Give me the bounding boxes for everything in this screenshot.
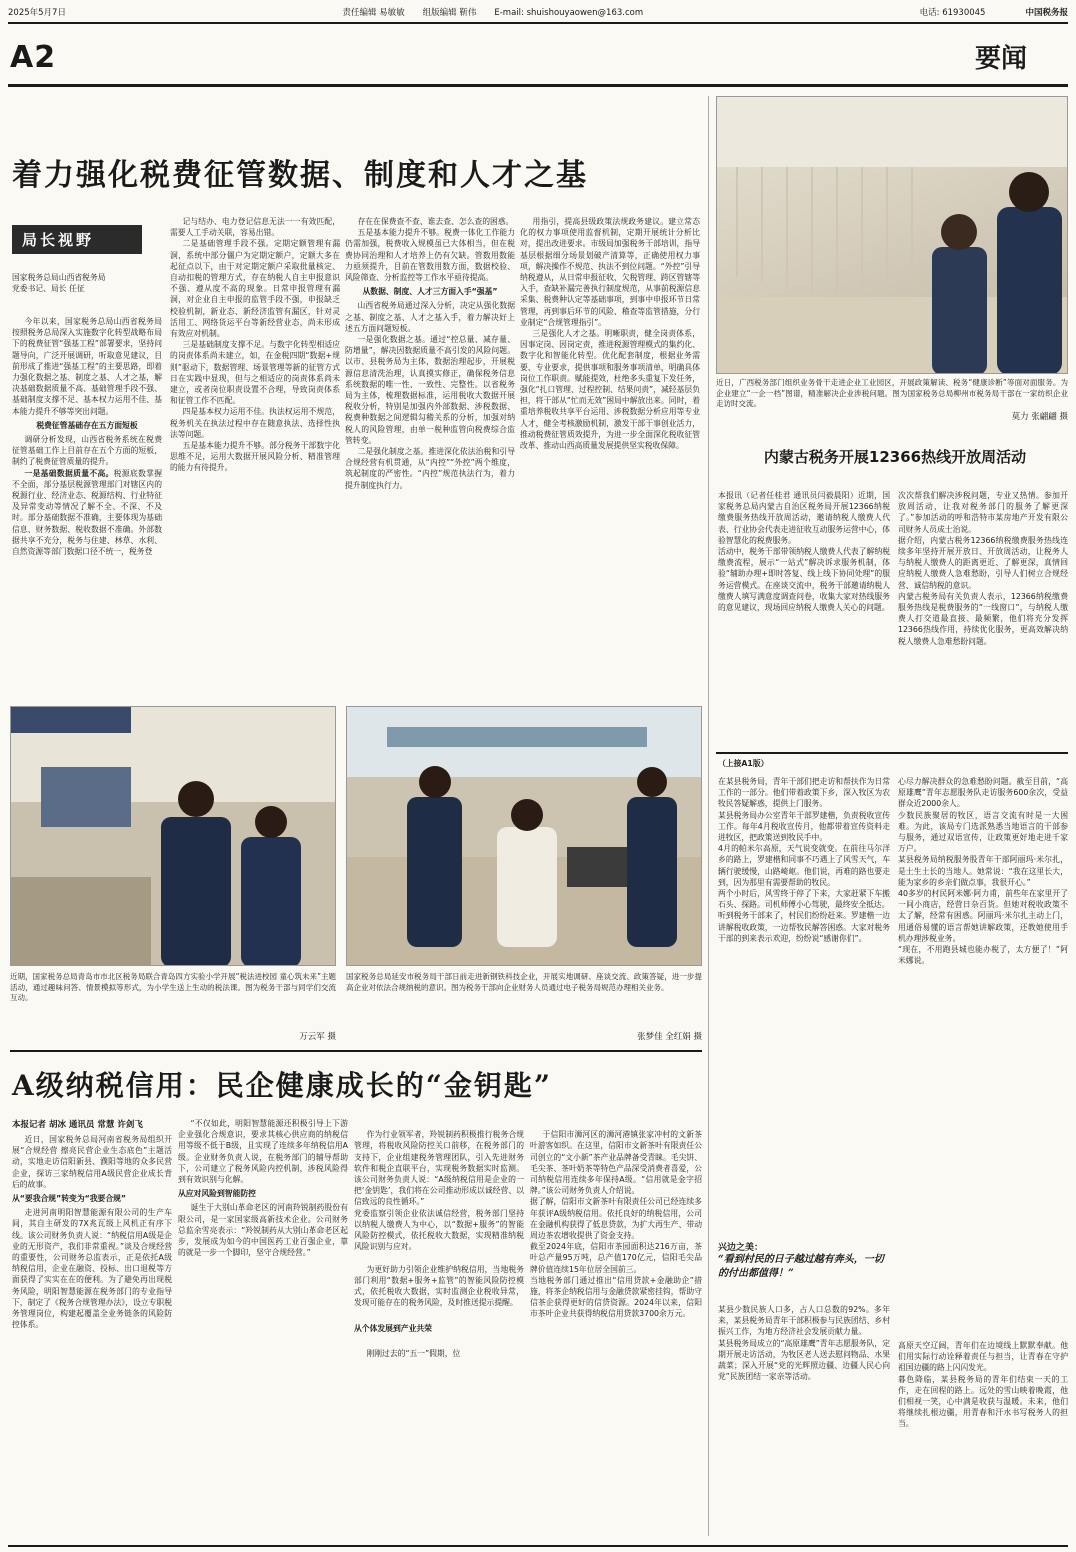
continued-label: （上接A1版） (718, 759, 769, 768)
page-number: A2 (10, 40, 57, 75)
main-col2-para: 三是基础制度支撑不足。与数字化转型相适应的岗责体系尚未建立，如，在金税四期“数据+规则”驱动下，数据管理、场景管理等新的征管方式日在实践中显现，但与之相适应的岗责体系尚未建立，或者岗位职责设置不合理，导致岗责体系和征管工作不匹配。 (170, 340, 340, 406)
second-col-1 (12, 1134, 172, 1542)
main-col-2 (170, 216, 340, 676)
author-org: 国家税务总局山西省税务局 (12, 273, 106, 282)
main-col1b-para: 调研分析发现，山西省税务系统在税费征管基础工作上目前存在五个方面的短板，制约了税费征管质量的提升。 (12, 435, 162, 467)
second-col1b-para: 走进河南明阳智慧能源有限公司的生产车间，其自主研发的7X兆瓦级上风机正有序下线。该公司财务负责人说：“纳税信用A级是企业的无形资产，我们非常重视。”谈及合规经营的重要性，公司财务总监表示，正是依托A级纳税信用，企业在融资、投标、出口退税等方面获得了实实在在的便利。为了避免再出现税务风险，明阳智慧能源在税务部门的专业指导下，制定了《税务合规管理办法》，设立专职税务管理岗位，构建起覆盖全业务链条的风险防控体系。 (12, 1208, 172, 1330)
photo-right-credit: 张梦佳 全红娟 摄 (637, 1032, 702, 1042)
masthead-layout: 组版编辑 靳伟 (422, 8, 477, 18)
second-col-4 (530, 1118, 702, 1542)
section-title: 要闻 (975, 44, 1028, 74)
masthead-date: 2025年5月7日 (8, 8, 66, 18)
right-lower-col-c: 某县少数民族人口多，占人口总数的92%。多年来，某县税务局青年干部积极参与民族团结、乡村振兴工作，为地方经济社会发展贡献力量。 某县税务局成立的“高原雄鹰”青年志愿服务队，定期开展走访活动，为牧区老人送去慰问物品、水果蔬菜；深入开展“党的光辉照边疆、边疆人民心向党”民族团结一家亲等活动。 (718, 1305, 890, 1382)
photo-right-caption: 国家税务总局延安市税务局干部日前走进新钢铁科技企业，开展实地调研、座谈交流、政策答疑，进一步提高企业对依法合规纳税的意识。图为税务干部向企业财务人员通过电子税务局规范办理相关业务。 (346, 972, 702, 992)
masthead-editor: 责任编辑 易敏敏 (342, 8, 405, 18)
main-col2-para: 记与结办、电力登记信息无法一一有效匹配，需要人工手动关联，容易出错。 (170, 217, 340, 238)
factory-photo-illustration (717, 97, 1068, 374)
bottom-rule (8, 1545, 1068, 1547)
mid-rule (10, 1050, 702, 1052)
office-photo-illustration (347, 707, 702, 966)
main-col3-para: 二是强化制度之基。推进深化依法治税和引导合规经营有机贯通，从“内控”“外控”两个维度，筑起制度的严密性。“内控”规范执法行为，着力提升制度执行力。 (345, 447, 515, 490)
main-col2-para: 二是基础管理手段不强。定期定额管理有漏洞，系统中部分僵户为定期定额户，定额大多在起征点以下，由于对定期定额户采取批量核定、自动扣税的管理方式，存在纳税人自主申报意识不强、遵从度不高的现象。日常申报管理有漏洞，对企业自主申报的监管手段不强，申报缺乏校验机制，新业态、新经济监管有漏区，针对灵活用工、网络货运平台等新经营业态，尚未形成有效应对机制。 (170, 239, 340, 339)
main-headline: 着力强化税费征管数据、制度和人才之基 (12, 158, 588, 193)
right-photo-caption: 近日，广西税务部门组织业务骨干走进企业工业园区，开展政策解读、税务“健康诊断”等面对面服务。为企业建立“一企一档”图谱，精准解决企业涉税问题。图为国家税务总局柳州市税务局干部在一家纺织企业走访时交流。 (716, 378, 1068, 408)
second-col3-para: 作为行业领军者，羚锐制药积极推行税务合规管理，将税收风险防控关口前移，在税务部门的支持下，企业组建税务管理团队，引入先进财务软件和税企直联平台，实现税务数据实时监测。该公司财务负责人说：“A级纳税信用是企业的一把‘金钥匙’，我们将在公司推动形成以诚经营、以信致远的良性循环。” 党委监察引领企业依法诚信经营，税务部门坚持以纳税人缴费人为中心，以“数据+服务”的智能风险防控模式，依托税收大数据，实现精准纳税风险识别与应对。 (354, 1130, 524, 1252)
second-col1-para: 近日，国家税务总局河南省税务局组织开展“合规经营 擦亮民营企业生态底色”主题活动，实地走访信阳新县、濮阳等地的众多民营企业，探访三家纳税信用A级民营企业成长背后的故事。 (12, 1135, 172, 1189)
second-col-3 (354, 1118, 524, 1542)
right-lower-col-a: 在某县税务局，青年干部们把走访和帮扶作为日常工作的一部分。他们带着政策下乡，深入牧区为农牧民答疑解惑，提供上门服务。 某县税务局办公室青年干部罗建楷，负责税收宣传工作。每年4月税收宣传月，他都带着宣传资料走进牧区，把政策送到牧民手中。 4月的帕米尔高原，天气说变就变。在前往马尔洋乡的路上，罗建楷和同事不巧遇上了风雪天气，车辆行驶缓慢，山路崎岖。他们说，再难的路也要走到，因为那里有需要帮助的牧民。 两个小时后，风雪终于停了下来，大家赶紧下车搬石头、探路。司机师傅小心驾驶，最终安全抵达。 听到税务干部来了，村民们纷纷赶来。罗建楷一边讲解税收政策，一边帮牧民解答困惑。大家对税务干部的到来表示欢迎，纷纷说“感谢你们”。 (718, 777, 890, 943)
im-col-b: 次次帮我们解决涉税问题，专业又热情。参加开放周活动，让我对税务部门的服务了解更深了。”参加活动的呼和浩特市某房地产开发有限公司财务人员成士治说。 据介绍，内蒙古税务12366纳税缴费服务热线连续多年坚持开展开放日、开放周活动，让税务人与纳税人缴费人的距离更近、了解更深，真情回应纳税人缴费人急难愁盼，引导人们树立合规经营、诚信纳税的意识。 内蒙古税务局有关负责人表示，12366纳税缴费服务热线是税费服务的“一线窗口”，与纳税人缴费人打交道最直接、最频繁，他们将充分发挥12366热线作用，持续优化服务，更高效解决纳税人缴费人急难愁盼问题。 (898, 491, 1068, 646)
second-col3c-para: 刚刚过去的“五一”假期，位 (366, 1349, 461, 1359)
classroom-photo-illustration (11, 707, 336, 966)
second-byline: 本报记者 胡冰 通讯员 常慧 许剑飞 (12, 1120, 143, 1130)
photo-left-credit: 万云军 摄 (299, 1032, 336, 1042)
second-headline: A级纳税信用：民企健康成长的“金钥匙” (12, 1069, 552, 1102)
main-subhead-2: 一是基础数据质量不高。 (24, 468, 114, 478)
main-col3-para: 一是强化数据之基。通过“控总量、减存量、防增量”，解决因数据质量不高引发的风险问题。以市、县税务局为主体，数据治理起步，开展税源信息清洗治理，认真摸实修正，确保税务信息系统数据的唯一性、一致性、完整性。以省税务局为主体，梳理数据标准，运用税收大数据开展税收分析，特别是加强内外部数据、涉税数据、税费种数据之间逻辑勾稽关系的分析，加强对纳税人的风险管理，由单一税种监管向税费综合监管转变。 (345, 335, 515, 445)
second-col-2 (178, 1118, 348, 1542)
main-col4-para: 用指引，提高县级政策法规政务建议。建立常态化的权力事项使用监督机制，定期开展统计分析比对，提出改进要求。市级局加强税务干部培训，指导基层根据细分场景划破产清算等，正确使用权力事项，解决操作不规范、执法不到位问题。“外控”引导纳税遵从，从日常申报征收、欠税管理、跨区管辖等入手，查缺补漏完善执行制度规范，从事前税源信息采集、税费种认定等基础事项，到事中申报环节日常管理，再到事后环节的风险、稽查等监管措施，分行业制定“合规管理指引”。 (520, 217, 700, 327)
photo-right (346, 706, 702, 966)
im-col-a: 本报讯（记者任桂君 通讯员闫毅晨阳）近期，国家税务总局内蒙古自治区税务局开展12366纳税缴费服务热线开放周活动，邀请纳税人缴费人代表、行业协会代表走进征收互动服务运营中心，体验智慧化的税费服务。 活动中，税务干部带领纳税人缴费人代表了解纳税缴费流程，展示“一站式”解决诉求服务机制，体验“辅助办理+即时答复、线上线下协同处理”的服务运营模式。在座谈交流中，税务干部邀请纳税人缴费人填写满意度调查问卷，收集大家对热线服务的意见建议，现场回应纳税人缴费人关心的问题。 (718, 491, 890, 613)
main-subhead-3: 从数据、制度、人才三方面入手“强基” (362, 287, 498, 297)
main-col1-para: 今年以来，国家税务总局山西省税务局按照税务总局深入实施数字化转型战略布局下的税费征管“强基工程”部署要求，坚持问题导向，广泛开展调研，听取意见建议，目前形成了推进“强基工程”的主要思路，即着力强化数据之基、制度之基、人才之基，解决基础数据质量不高、基础管理手段不强、基础制度支撑不足、基本权力运用不佳、基本能力提升不够等突出问题。 (12, 317, 162, 416)
author-block (12, 272, 147, 294)
column-tag: 局长视野 (12, 225, 142, 254)
im-rule (716, 752, 1068, 754)
main-col4-para: 三是强化人才之基。明晰职责，健全岗责体系，因事定岗、因岗定责，推进税源管理模式的集约化、数字化和智能化转型。优化配套制度，根据业务需要、专业要求，提供事项和服务事项清单，明确具体岗位工作职责。赋能提效，杜绝多头重复下发任务，强化“扎口管理、过程控制、结果问责”，减轻基层负担，将干部从“忙而无效”困局中解放出来。同时，着重培养税收共享平台运用、涉税数据分析应用等专业人才，健全考核激励机制，激发干部干事创业活力，推动税费征管质效提升，为进一步全面深化税收征管改革、推动山西高质量发展提供坚实税收保障。 (520, 329, 700, 451)
im-headline: 内蒙古税务开展12366热线开放周活动 (763, 448, 1027, 466)
top-rule (8, 22, 1068, 24)
highlight-title: 兴边之美： (718, 1243, 764, 1253)
right-photo (716, 96, 1068, 374)
masthead-email: E-mail: shuishouyaowen@163.com (494, 8, 644, 18)
column-divider (708, 96, 709, 1536)
header-rule (8, 84, 1068, 87)
right-photo-credit: 莫力 张翩翩 摄 (1011, 412, 1068, 422)
main-col-1 (12, 316, 162, 676)
second-col4-para: 于信阳市浉河区的浉河港镇张家冲村的文新茶叶游客如织。在这里，信阳市文新茶叶有限责任公司创立的“文小新”茶产业品牌备受青睐。毛尖饼、毛尖茶、茶叶奶茶等特色产品深受消费者喜爱，公司纳税信用连续多年保持A级。“信用就是金字招牌。”该公司财务负责人介绍说。 据了解，信阳市文新茶叶有限责任公司已经连续多年获评A级纳税信用。依托良好的纳税信用，公司在金融机构获得了低息贷款，为扩大再生产、带动周边茶农增收提供了资金支持。 截至2024年底，信阳市茶园面积达216万亩，茶叶总产量95万吨，总产值170亿元，信阳毛尖品牌价值连续15年位居全国前三。 当地税务部门通过推出“信用贷款+金融助企”措施，将茶企纳税信用与金融贷款紧密挂钩，帮助守信茶企获得更好的信贷资源。2024年以来，信阳市茶叶企业共获得纳税信用贷款3700余万元。 (530, 1130, 702, 1319)
masthead (8, 6, 1068, 20)
second-subhead-3: 从个体发展到产业共荣 (354, 1323, 432, 1333)
main-col-3 (345, 216, 515, 676)
second-col2-para: “不仅如此，明阳智慧能源还积极引导上下游企业强化合规意识，要求其核心供应商的纳税信用等级不低于B级，且实现了连续多年纳税信用A级。企业财务负责人说，在税务部门的辅导帮助下，公司建立了税务风险内控机制，涉税风险得到有效识别与化解。 (178, 1119, 348, 1185)
second-col2b-para: 诞生于大别山革命老区的河南羚锐制药股份有限公司，是一家国家级高新技术企业。公司财务总监余雪亮表示：“羚锐制药从大别山革命老区起步，发展成为如今的中国医药工业百强企业，靠的就是一步一个脚印，坚守合规经营。” (178, 1203, 348, 1258)
photo-left (10, 706, 336, 966)
main-subhead-1: 税费征管基础存在五方面短板 (36, 420, 138, 430)
photo-left-caption: 近期，国家税务总局青岛市市北区税务局联合青岛四方实验小学开展“税法进校园 童心筑未来”主题活动，通过趣味问答、情景模拟等形式，为小学生送上生动的税法课。图为税务干部与同学们交流互动。 (10, 972, 336, 1002)
right-lower-col-b: 心尽力解决群众的急难愁盼问题。截至目前，“高原雄鹰”青年志愿服务队走访服务600余次，受益群众近2000余人。 少数民族聚居的牧区，语言交流有时是一大困难。为此，该局专门选派熟悉当地语言的干部参与服务，通过双语宣传，让政策更好地走进千家万户。 某县税务局纳税服务股青年干部阿丽玛·米尔扎，是土生土长的当地人。她常说：“我在这里长大，能为家乡的乡亲们做点事，我很开心。” 40多岁的村民阿米娜·阿力甫，前些年在家里开了一间小商店，经营日杂百货。但她对税收政策不太了解，经常有困惑。阿丽玛·米尔扎主动上门，用通俗易懂的语言帮她讲解政策，还教她使用手机办理涉税业务。 “现在，不用跑县城也能办税了，太方便了！”阿米娜说。 (898, 777, 1068, 966)
main-col3-para: 山西省税务局通过深入分析，决定从强化数据之基、制度之基、人才之基入手，着力解决好上述五方面问题短板。 (345, 301, 515, 333)
main-col3-para: 存在在保费查不查、谁去查、怎么查的困惑。 (357, 217, 514, 226)
main-col2-para: 五是基本能力提升不够。部分税务干部数字化思维不足，运用大数据开展风险分析、精准管理的能力有待提升。 (170, 441, 340, 473)
highlight-quote: “看到村民的日子越过越有奔头，一切的付出都值得！” (718, 1254, 884, 1279)
author-title: 党委书记、局长 任征 (12, 284, 85, 294)
masthead-paper: 中国税务报 (1025, 8, 1068, 18)
second-subhead-1: 从“要我合规”转变为“我要合规” (12, 1194, 127, 1204)
main-col1c-para: 税源底数掌握不全面，部分基层税源管理部门对辖区内的税源行业、经济业态、税源结构、行业特征及异常变动等情况了解不全、不深、不及时。部分基础数据不准确，主要体现为基础信息、财务数据、税收数据不准确。外部数据共享不充分，税务与住建、林草、水利、自然资源等部门数据口径不统一，税务登 (12, 468, 162, 557)
second-col3b-para: 为更好助力引领企业维护纳税信用，当地税务部门利用“数据+服务+监管”的智能风险防控模式，依托税收大数据，实时监测企业税收异常，发现可能存在的税务风险，及时推送提示提醒。 (354, 1264, 524, 1308)
right-lower-col-d: 高原天空辽阔，青年们在边境线上默默奉献。他们用实际行动诠释着责任与担当，让青春在守护祖国边疆的路上闪闪发光。 暮色降临，某县税务局的青年们结束一天的工作，走在回程的路上。远处的雪山映着晚霞，他们相视一笑，心中满是收获与温暖。未来，他们将继续扎根边疆，用青春和汗水书写税务人的担当。 (898, 1341, 1068, 1429)
masthead-phone: 电话: 61930045 (919, 8, 986, 18)
second-subhead-2: 从应对风险到智能防控 (178, 1189, 256, 1199)
main-col-4 (520, 216, 700, 676)
highlight-box (718, 1240, 890, 1300)
main-col2-para: 四是基本权力运用不佳。执法权运用不规范，税务机关在执法过程中存在随意执法、选择性执法等问题。 (170, 407, 340, 439)
main-col3-para: 五是基本能力提升不够。税费一体化工作能力仍需加强，税费收入规模虽已大体相当，但在税费协同治理和人才培养上仍有欠缺。管数用数能力亟须提升，目前在管数用数方面，数据校验、风险筛查、分析监控等工作水平亟待提高。 (345, 228, 515, 283)
